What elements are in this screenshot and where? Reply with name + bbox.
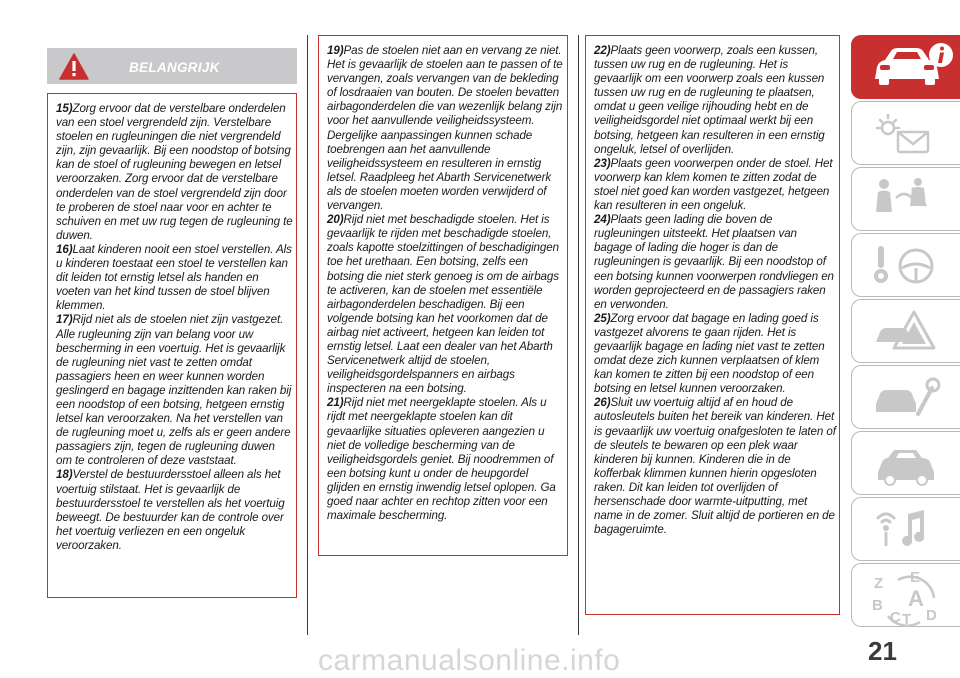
paragraph-text: Plaats geen lading die boven de rugleuningen uitsteekt. Het plaatsen van bagage of lading die hoger is dan de rugleuningen is gevaarlijk. Bij een noodstop of een botsing kunnen voorwerpen rondvliegen en worden geprojecteerd en de passagiers raken en verwonden. bbox=[594, 213, 834, 311]
tab-starting-driving[interactable] bbox=[851, 233, 960, 297]
car-specs-icon bbox=[872, 440, 942, 488]
warning-triangle-icon bbox=[59, 53, 89, 80]
paragraph-number: 22) bbox=[594, 44, 611, 57]
index-letter: T bbox=[902, 611, 912, 628]
alphabet-index-icon bbox=[872, 572, 956, 628]
index-letter: D bbox=[926, 607, 937, 624]
paragraph-number: 20) bbox=[327, 213, 344, 227]
tab-safety[interactable] bbox=[851, 167, 960, 231]
paragraph-19 bbox=[327, 44, 564, 213]
paragraph-15 bbox=[56, 102, 293, 243]
banner-title: BELANGRIJK bbox=[129, 60, 220, 75]
tab-car-info[interactable] bbox=[851, 35, 960, 99]
paragraph-number: 23) bbox=[594, 156, 611, 170]
paragraph-number: 25) bbox=[594, 311, 611, 325]
paragraph-text: Plaats geen voorwerp, zoals een kussen, tussen uw rug en de rugleuning. Het is gevaarlijk om een voorwerp zoals een kussen tussen uw rug en de rugleuning te plaatsen, omdat u geen veilige rijhouding hebt en de veiligheidsgordel niet optimaal werkt bij een botsing, hetgeen kan resulteren in een ernstig ongeluk, letsel of overlijden. bbox=[594, 44, 825, 156]
warning-breakdown-icon bbox=[872, 308, 942, 356]
paragraph-text: Rijd niet als de stoelen niet zijn vastgezet. Alle rugleuning zijn van belang voor uw bescherming in een voertuig. Het is gevaarlijk de rugleuning niet vast te zetten omdat passagiers heen en weer kunnen worden geslingerd en bagage inzittenden kan raken bij een noodstop of een botsing, hetgeen ernstig letsel kan veroorzaken. Na het verstellen van de rugleuning moet u, zelfs als er geen andere passagiers zijn, tegen de rugleuning duwen om te controleren of deze vaststaat. bbox=[56, 313, 292, 468]
seatbelt-airbag-icon bbox=[872, 176, 942, 224]
car-info-icon bbox=[871, 43, 955, 91]
paragraph-26 bbox=[594, 396, 836, 537]
paragraph-text: Laat kinderen nooit een stoel verstellen. Als u kinderen toestaat een stoel te verstellen kan dit leiden tot ernstig letsel als handen en voeten van het kind tussen de stoel blijven klemmen. bbox=[56, 242, 292, 313]
paragraph-number: 19) bbox=[327, 44, 344, 57]
paragraph-23 bbox=[594, 157, 836, 213]
tab-index[interactable] bbox=[851, 563, 960, 627]
index-letter: B bbox=[872, 597, 883, 614]
multimedia-icon bbox=[872, 506, 942, 554]
wrench-maintenance-icon bbox=[872, 374, 942, 422]
paragraph-21 bbox=[327, 396, 564, 523]
paragraph-24 bbox=[594, 213, 836, 312]
paragraph-number: 17) bbox=[56, 313, 73, 327]
tab-emergency[interactable] bbox=[851, 299, 960, 363]
paragraph-20 bbox=[327, 213, 564, 396]
dashboard-lights-icon bbox=[872, 110, 942, 158]
paragraph-text: Rijd niet met neergeklapte stoelen. Als u rijdt met neergeklapte stoelen kan dit gevaarlijke situaties opleveren aangezien u niet de volledige bescherming van de veiligheidsgordels geniet. Bij noodremmen of een botsing kunt u onder de heupgordel glijden en ernstig inwendig letsel oplopen. Ga goed naar achter en rechtop zitten voor een maximale bescherming. bbox=[327, 396, 556, 523]
paragraph-text: Zorg ervoor dat de verstelbare onderdelen van een stoel vergrendeld zijn. Verstelbare stoelen en rugleuningen die niet vergrendeld zijn, zijn gevaarlijk. Bij een noodstop of botsing kan de stoel of rugleuning bewegen en letsel veroorzaken. Zorg ervoor dat de verstelbare onderdelen van de stoel vergrendeld zijn door te proberen de stoel naar voor en achter te schuiven en met uw rug tegen de rugleuning te duwen. bbox=[56, 102, 293, 242]
paragraph-text: Verstel de bestuurdersstoel alleen als het voertuig stilstaat. Het is gevaarlijk de bestuurdersstoel te verstellen als het voertuig beweegt. De bestuurder kan de controle over het voertuig verliezen en een ongeluk veroorzaken. bbox=[56, 468, 285, 552]
paragraph-number: 21) bbox=[327, 396, 344, 410]
paragraph-text: Plaats geen voorwerpen onder de stoel. Het voorwerp kan klem komen te zitten zodat de stoel niet goed kan worden vastgezet, hetgeen kan resulteren in een ongeluk. bbox=[594, 156, 833, 213]
index-letter: E bbox=[910, 572, 921, 586]
tab-technical-data[interactable] bbox=[851, 431, 960, 495]
paragraph-number: 24) bbox=[594, 213, 611, 227]
key-steering-wheel-icon bbox=[872, 242, 942, 290]
paragraph-text: Pas de stoelen niet aan en vervang ze niet. Het is gevaarlijk de stoelen aan te passen of te vervangen, zoals vervangen van de bekleding of losdraaien van bouten. De stoelen bevatten airbagonderdelen die van wezenlijk belang zijn voor het aanvullende veiligheidssysteem. Dergelijke aanpassingen kunnen schade toebrengen aan het aanvullende veiligheidssysteem en resulteren in ernstig letsel. Raadpleeg het Abarth Servicenetwerk als de stoelen moeten worden verwijderd of vervangen. bbox=[327, 44, 563, 213]
paragraph-number: 15) bbox=[56, 102, 73, 115]
paragraph-22 bbox=[594, 44, 836, 157]
column-separator bbox=[578, 35, 579, 635]
paragraph-number: 18) bbox=[56, 468, 73, 482]
watermark: carmanualsonline.info bbox=[318, 644, 621, 677]
column-2 bbox=[318, 35, 568, 556]
tab-maintenance[interactable] bbox=[851, 365, 960, 429]
paragraph-text: Rijd niet met beschadigde stoelen. Het is gevaarlijk te rijden met beschadigde stoelen, zoals kapotte stoelzittingen of beschadigingen toe het urethaan. Een botsing, zelfs een botsing die niet sterk genoeg is om de airbags te activeren, kan de stoelen met essentiële airbagonderdelen beschadigen. Bij een volgende botsing kan het voorkomen dat de airbag niet activeert, hetgeen kan leiden tot ernstig letsel. Laat een dealer van het Abarth Servicenetwerk altijd de stoelen, veiligheidsgordelspanners en airbags inspecteren na een botsing. bbox=[327, 213, 559, 396]
tab-multimedia[interactable] bbox=[851, 497, 960, 561]
column-1 bbox=[47, 93, 297, 598]
paragraph-16 bbox=[56, 243, 293, 313]
paragraph-text: Zorg ervoor dat bagage en lading goed is vastgezet alvorens te gaan rijden. Het is gevaarlijk bagage en lading niet vast te zetten omdat deze zich kunnen verplaatsen of klem kan komen te zitten bij een noodstop of een botsing en letsel kunnen veroorzaken. bbox=[594, 311, 825, 396]
paragraph-text: Sluit uw voertuig altijd af en houd de autosleutels buiten het bereik van kinderen. Het is gevaarlijk uw voertuig onafgesloten te laten of de sleutels te bewaren op een plek waar kinderen bij kunnen. Kinderen die in de kofferbak klimmen kunnen hierin opgesloten raken. Dit kan leiden tot overlijden of hersenschade door warmte-uitputting, met name in de zomer. Sluit altijd de portieren en de bagageruimte. bbox=[594, 396, 836, 537]
paragraph-17 bbox=[56, 313, 293, 468]
paragraph-18 bbox=[56, 468, 293, 553]
index-letter: Z bbox=[874, 575, 884, 592]
tab-dashboard-lights[interactable] bbox=[851, 101, 960, 165]
column-separator bbox=[307, 35, 308, 635]
page-number: 21 bbox=[868, 636, 897, 666]
column-3 bbox=[585, 35, 840, 615]
paragraph-25 bbox=[594, 312, 836, 397]
paragraph-number: 26) bbox=[594, 396, 611, 410]
index-letter: C bbox=[890, 609, 901, 626]
warning-banner bbox=[47, 48, 297, 84]
index-letter: A bbox=[908, 586, 924, 611]
paragraph-number: 16) bbox=[56, 242, 73, 256]
